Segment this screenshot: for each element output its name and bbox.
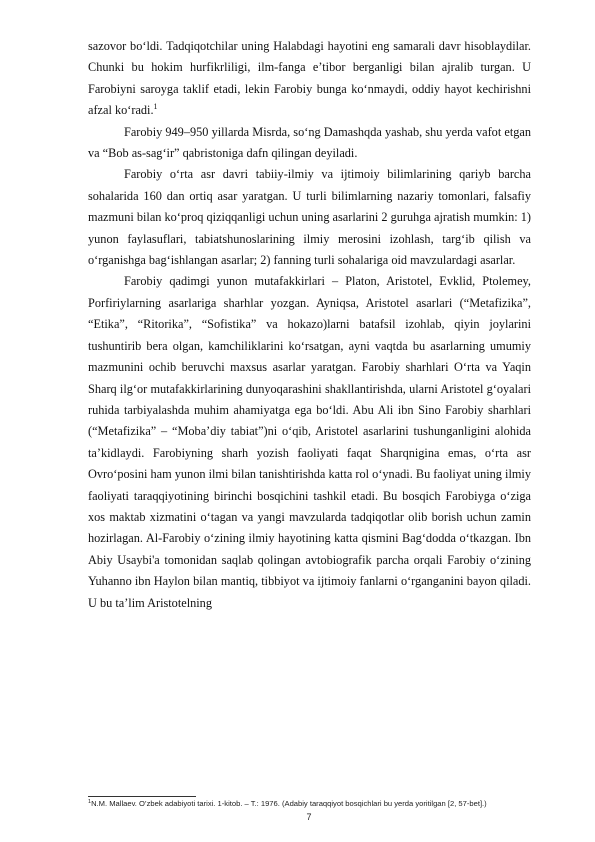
footnote-divider <box>88 796 196 797</box>
paragraph-1-text: sazovor bo‘ldi. Tadqiqotchilar uning Halabdagi hayotini eng samarali davr hisoblaydilar. Chunki bu hokim hurfikrliligi, ilm-fanga e’tibor berganligi bilan ajralib turgan. U Farobiyni saroyga taklif etadi, lekin Farobiy bunga ko‘nmaydi, oddiy hayot kechirishni afzal ko‘radi. <box>88 39 531 118</box>
paragraph-2: Farobiy 949–950 yillarda Misrda, so‘ng Damashqda yashab, shu yerda vafot etgan va “Bob as-sag‘ir” qabristoniga dafn qilingan deyiladi. <box>88 124 531 161</box>
footnote-reference: 1 <box>153 102 158 112</box>
footnote-marker: 1 <box>88 799 92 805</box>
body-text <box>88 36 531 614</box>
paragraph-3: Farobiy o‘rta asr davri tabiiy-ilmiy va ijtimoiy bilimlarining qariyb barcha sohalarida 160 dan ortiq asar yaratgan. U turli bilimlarning nazariy tomonlari, falsafiy mazmuni bilan ko‘proq qiziqqanligi uchun uning asarlarini 2 guruhga ajratish mumkin: 1) yunon faylasuflari, tabiatshunoslarining ilmiy merosini izohlash, targ‘ib qilish va o‘rganishga bag‘ishlangan asarlar; 2) fanning turli sohalariga oid mavzulardagi asarlar. <box>88 167 531 268</box>
paragraph-1 <box>88 36 531 122</box>
footnote <box>88 799 558 809</box>
footnote-text: N.M. Mallaev. O’zbek adabiyoti tarixi. 1-kitob. – T.: 1976. (Adabiy taraqqiyot bosqichlari bu yerda yoritilgan [2, 57-bet].) <box>91 799 487 808</box>
paragraph-4: Farobiy qadimgi yunon mutafakkirlari – Platon, Aristotel, Evklid, Ptolemey, Porfiriylarning asarlariga sharhlar yozgan. Ayniqsa, Aristotel asarlari (“Metafizika”, “Etika”, “Ritorika”, “Sofistika” va hokazo)larni batafsil izohlab, qiyin joylarini tushuntirib bera olgan, kamchiliklarini ko‘rsatgan, ayni vaqtda bu asarlarning umumiy mazmunini ochib beruvchi maxsus asarlar yaratgan. Farobiy sharhlari O‘rta va Yaqin Sharq ilg‘or mutafakkirlarining dunyoqarashini shakllantirishda, ularni Aristotel g‘oyalari ruhida tarbiyalashda muhim ahamiyatga ega bo‘ldi. Abu Ali ibn Sino Farobiy sharhlari (“Metafizika” – “Moba’diy tabiat”)ni o‘qib, Aristotel asarlarini tushunganligini alohida ta’kidlaydi. Farobiyning sharh yozish faoliyati faqat Sharqnigina emas, o‘rta asr Ovro‘posini ham yunon ilmi bilan tanishtirishda katta rol o‘ynadi. Bu faoliyat uning ilmiy faoliyati taraqqiyotining birinchi bosqichini tashkil etadi. Bu bosqich Farobiyga o‘ziga xos maktab xizmatini o‘tagan va yangi mavzularda tadqiqotlar olib borish uchun zamin hozirlagan. Al-Farobiy o‘zining ilmiy hayotining katta qismini Bag‘dodda o‘tkazgan. Ibn Abiy Usaybi'a tomonidan saqlab qolingan avtobiografik parcha orqali Farobiy o‘zining Yuhanno ibn Haylon bilan mantiq, tibbiyot va ijtimoiy fanlarni o‘rganganini bayon qiladi. U bu ta’lim Aristotelning <box>88 274 531 610</box>
page-number: 7 <box>306 812 312 822</box>
